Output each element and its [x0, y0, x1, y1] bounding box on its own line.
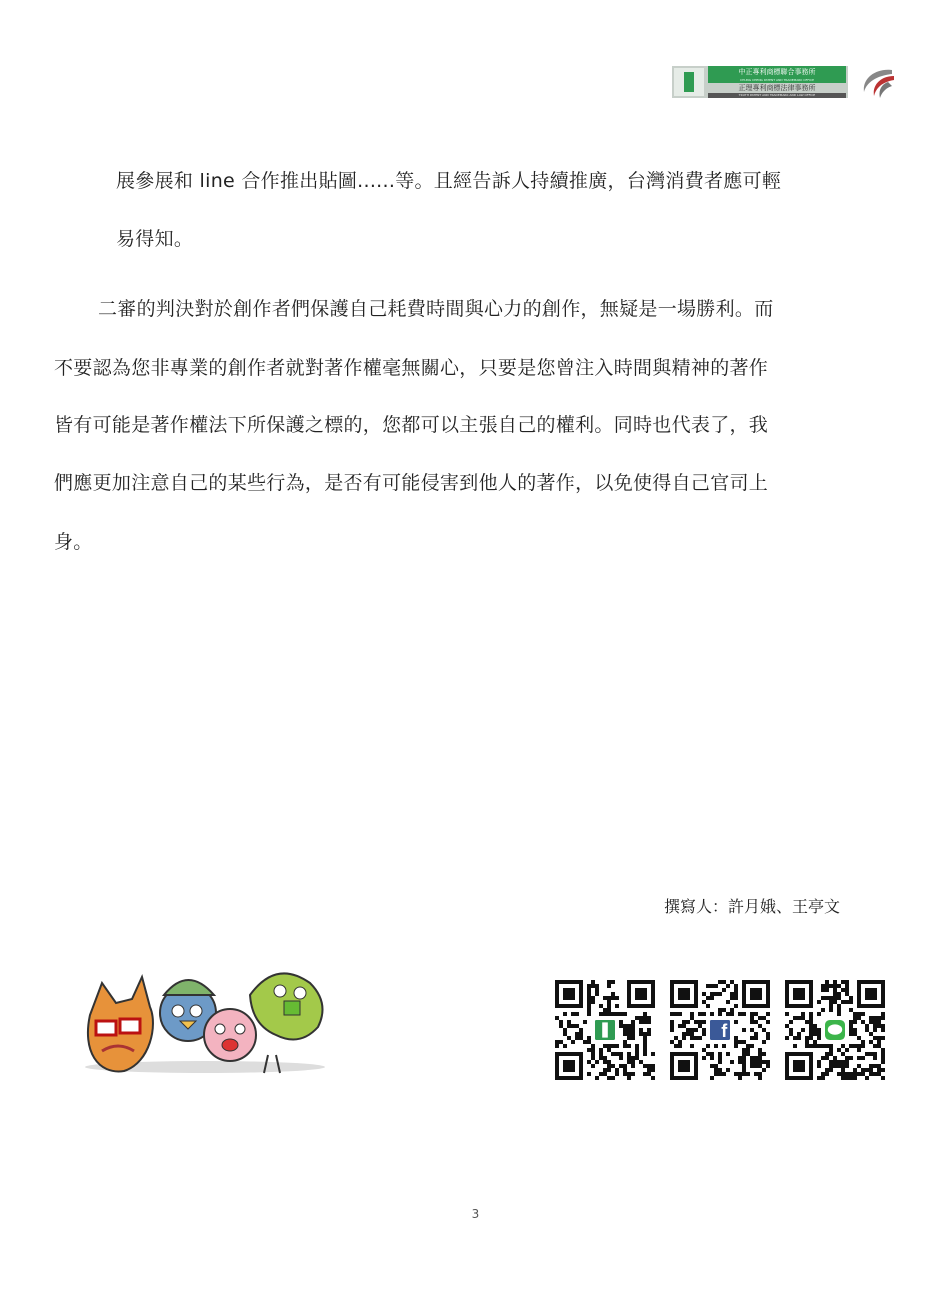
- svg-text:f: f: [721, 1021, 728, 1042]
- qr-code-line[interactable]: [785, 980, 885, 1080]
- paragraph-line-3: 二審的判決對於創作者們保護自己耗費時間與心力的創作，無疑是一場勝利。而: [98, 298, 774, 320]
- header-logo: [672, 66, 896, 100]
- paragraph-line-4: 不要認為您非專業的創作者就對著作權毫無關心，只要是您曾注入時間與精神的著作: [54, 357, 769, 379]
- swoosh-icon: [852, 66, 896, 100]
- logo-line-2: 正理專利商標法律事務所: [738, 84, 816, 92]
- paragraph-line-6: 們應更加注意自己的某些行為，是否有可能侵害到他人的著作，以免使得自己官司上: [54, 472, 769, 494]
- office-mark-icon: [674, 68, 704, 96]
- logo-line-1: 中正專利商標聯合事務所: [708, 66, 846, 78]
- qr-code-facebook[interactable]: [670, 980, 770, 1080]
- paragraph-line-1: 展參展和 line 合作推出貼圖......等。且經告訴人持續推廣，台灣消費者應可輕: [116, 170, 782, 192]
- paragraph-line-5: 皆有可能是著作權法下所保護之標的，您都可以主張自己的權利。同時也代表了，我: [54, 414, 769, 436]
- paragraph-line-7: 身。: [54, 531, 93, 553]
- logo-line-1-en: CHUNG CHENG PATENT AND TRADEMARK OFFICE: [708, 78, 846, 83]
- qr-code-office[interactable]: [555, 980, 655, 1080]
- paragraph-line-2: 易得知。: [116, 228, 194, 250]
- author-credit: 撰寫人：許月娥、王亭文: [664, 897, 841, 916]
- mascots-illustration: [80, 955, 330, 1080]
- logo-line-2-en: TRUTH PATENT AND TRADEMARK AND LAW OFFICE: [708, 93, 846, 98]
- page-number: 3: [471, 1207, 480, 1221]
